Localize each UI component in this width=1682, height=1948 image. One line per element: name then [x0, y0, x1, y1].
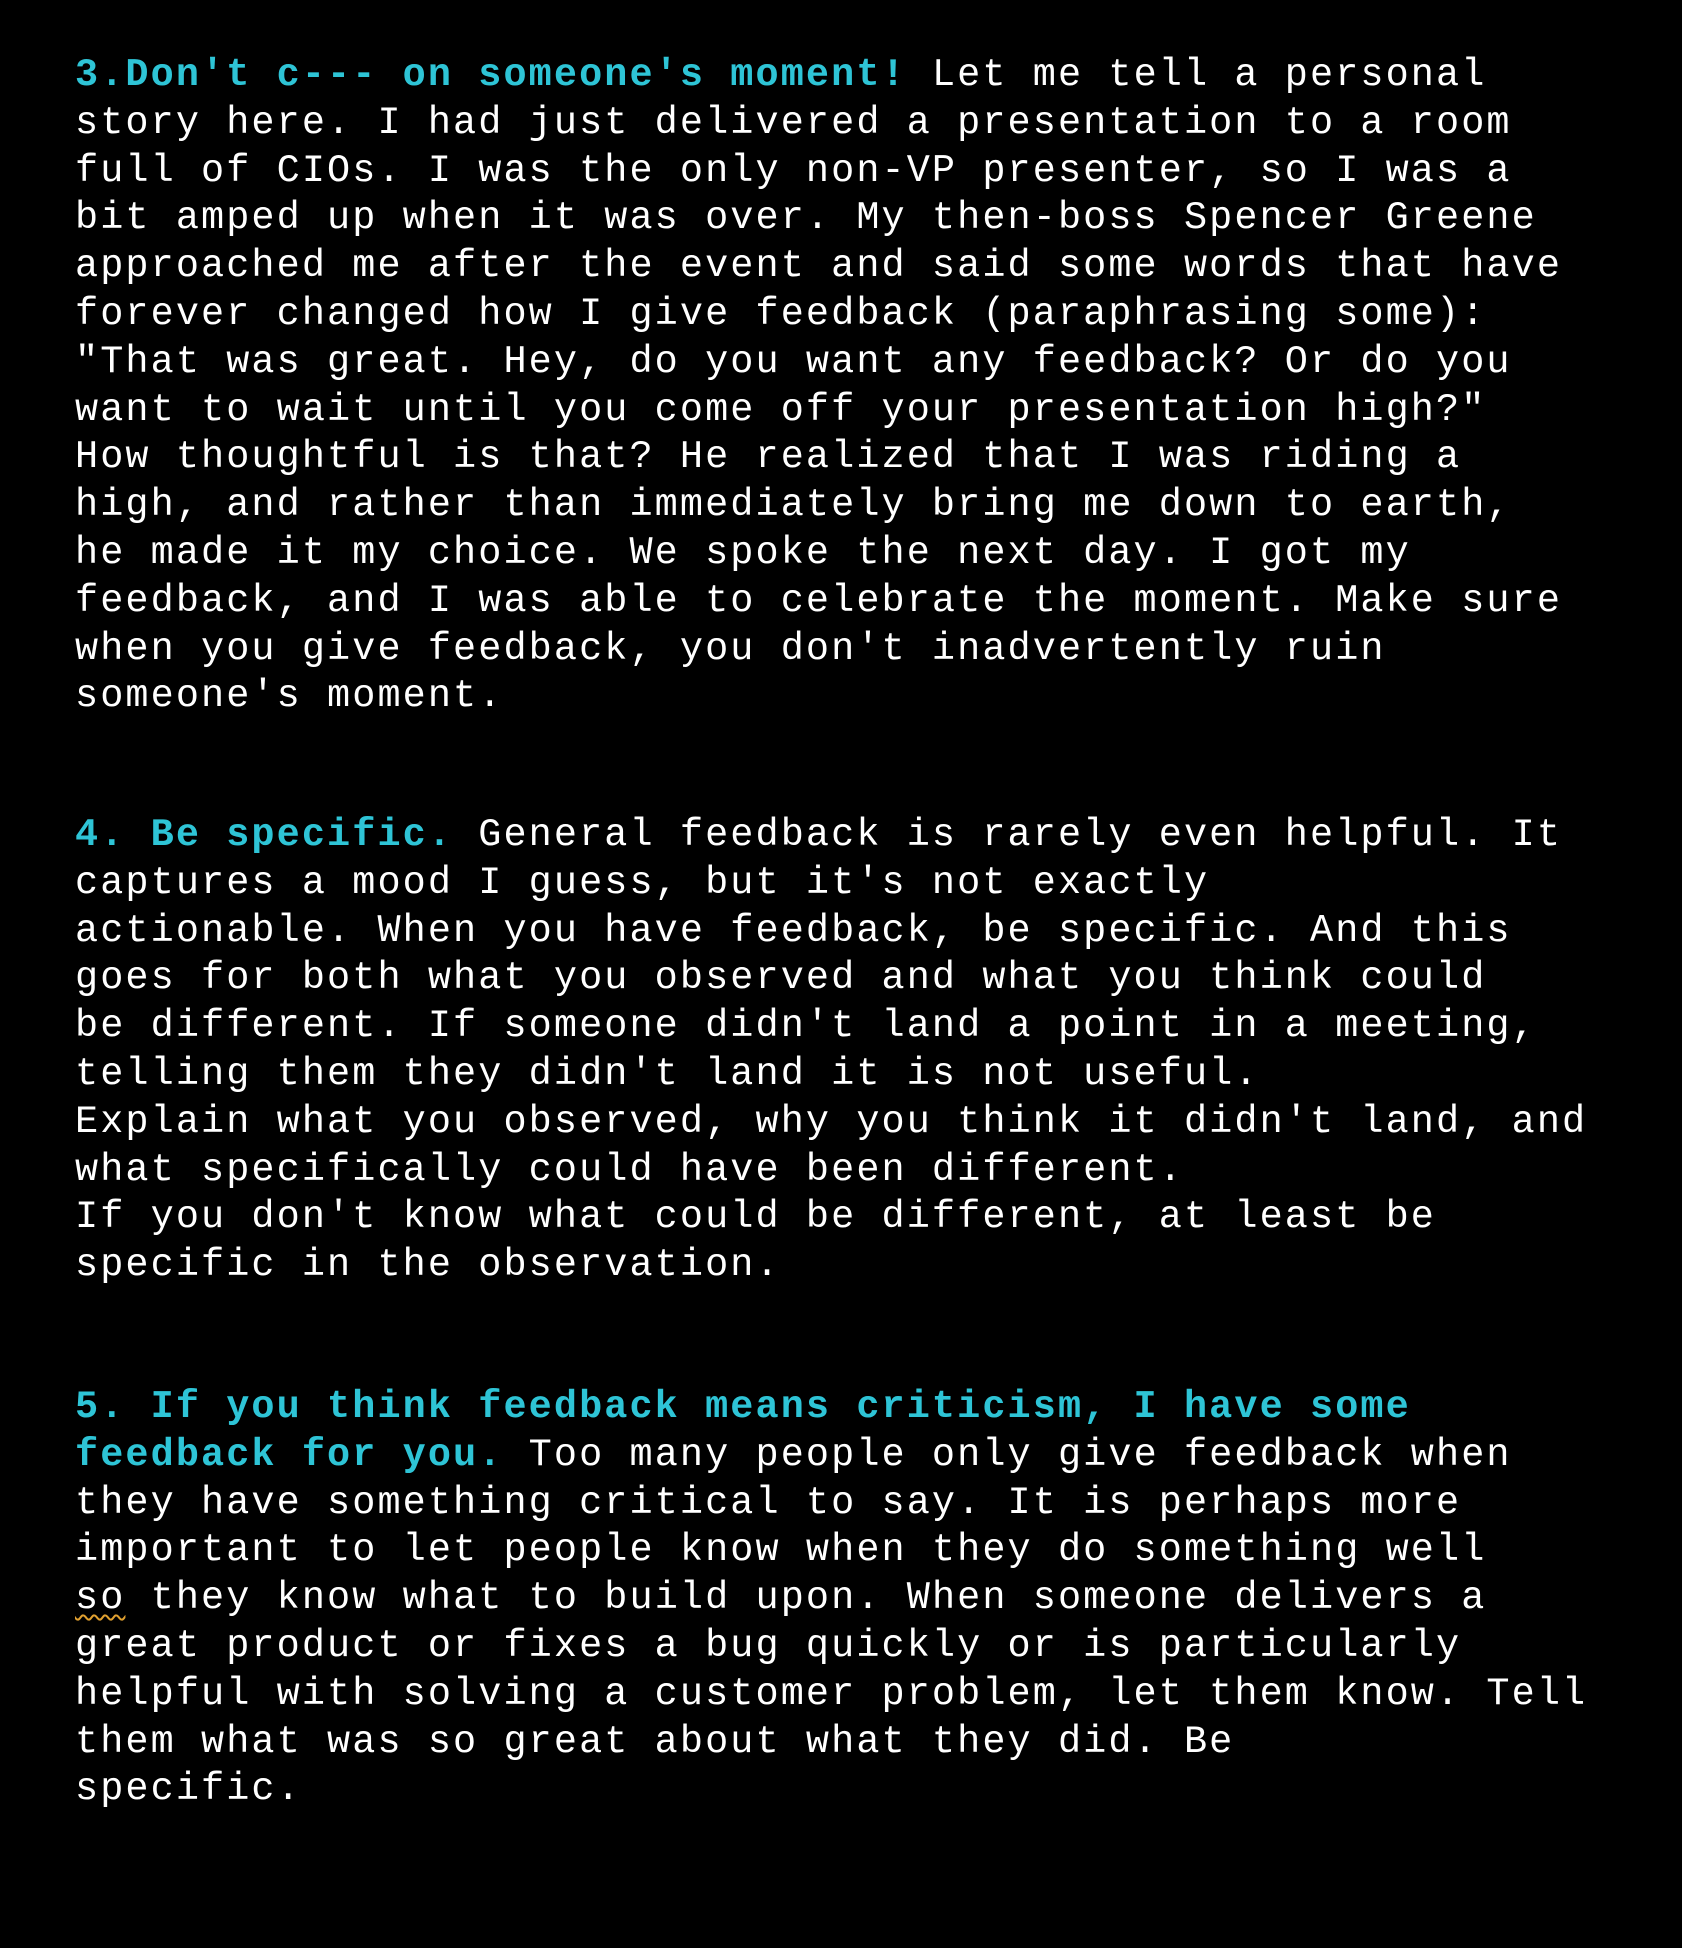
section-4-line: If you don't know what could be different, at least be	[75, 1195, 1437, 1240]
section-3-line: story here. I had just delivered a presentation to a room	[75, 100, 1512, 145]
section-3-line: bit amped up when it was over. My then-boss Spencer Greene	[75, 196, 1537, 241]
section-4-line: be different. If someone didn't land a point in a meeting,	[75, 1004, 1537, 1049]
section-4-line: telling them they didn't land it is not useful.	[75, 1051, 1260, 1096]
section-4-line: specific in the observation.	[75, 1243, 781, 1288]
section-3-line-1	[75, 52, 1635, 100]
section-3-line: want to wait until you come off your presentation high?"	[75, 387, 1487, 432]
section-4-line: actionable. When you have feedback, be specific. And this	[75, 908, 1512, 953]
section-5	[75, 1384, 1635, 1814]
section-3-line: high, and rather than immediately bring me down to earth,	[75, 483, 1512, 528]
section-5-line-2	[75, 1432, 1635, 1480]
section-5-heading-line-1: 5. If you think feedback means criticism, I have some	[75, 1385, 1411, 1429]
section-3-line: How thoughtful is that? He realized that I was riding a	[75, 435, 1462, 480]
spellcheck-flagged-word[interactable]: so	[75, 1576, 126, 1621]
section-5-heading-line-2: feedback for you.	[75, 1432, 504, 1477]
section-4-line: goes for both what you observed and what you think could	[75, 956, 1487, 1001]
section-3	[75, 52, 1635, 721]
section-5-line: they have something critical to say. It is perhaps more	[75, 1480, 1462, 1525]
section-4-line: Explain what you observed, why you think it didn't land, and	[75, 1099, 1588, 1144]
section-3-line: approached me after the event and said some words that have	[75, 244, 1563, 289]
section-3-line: forever changed how I give feedback (paraphrasing some):	[75, 291, 1487, 336]
section-3-line: full of CIOs. I was the only non-VP presenter, so I was a	[75, 148, 1512, 193]
section-5-line: great product or fixes a bug quickly or is particularly	[75, 1623, 1462, 1668]
section-4	[75, 812, 1635, 1290]
section-5-line: them what was so great about what they did. Be	[75, 1719, 1235, 1764]
section-3-line: he made it my choice. We spoke the next day. I got my	[75, 530, 1411, 575]
section-4-line: captures a mood I guess, but it's not exactly	[75, 860, 1210, 905]
section-5-text: they know what to build upon. When someone delivers a	[125, 1576, 1487, 1621]
section-3-line: when you give feedback, you don't inadvertently ruin	[75, 626, 1386, 671]
section-4-line-1	[75, 812, 1635, 860]
section-4-line: what specifically could have been different.	[75, 1147, 1184, 1192]
section-3-line: "That was great. Hey, do you want any feedback? Or do you	[75, 339, 1512, 384]
section-3-line: someone's moment.	[75, 674, 504, 719]
section-3-text: Let me tell a personal	[906, 53, 1487, 97]
section-3-line: feedback, and I was able to celebrate the moment. Make sure	[75, 578, 1563, 623]
section-5-line: specific.	[75, 1767, 302, 1812]
section-5-text: Too many people only give feedback when	[503, 1432, 1512, 1477]
section-5-line-squiggle	[75, 1575, 1635, 1623]
section-5-line: helpful with solving a customer problem, let them know. Tell	[75, 1671, 1588, 1716]
section-4-heading: 4. Be specific.	[75, 813, 454, 857]
section-3-heading: 3.Don't c--- on someone's moment!	[75, 53, 907, 97]
section-5-line: important to let people know when they do something well	[75, 1528, 1487, 1573]
section-4-text: General feedback is rarely even helpful. It	[453, 813, 1563, 857]
